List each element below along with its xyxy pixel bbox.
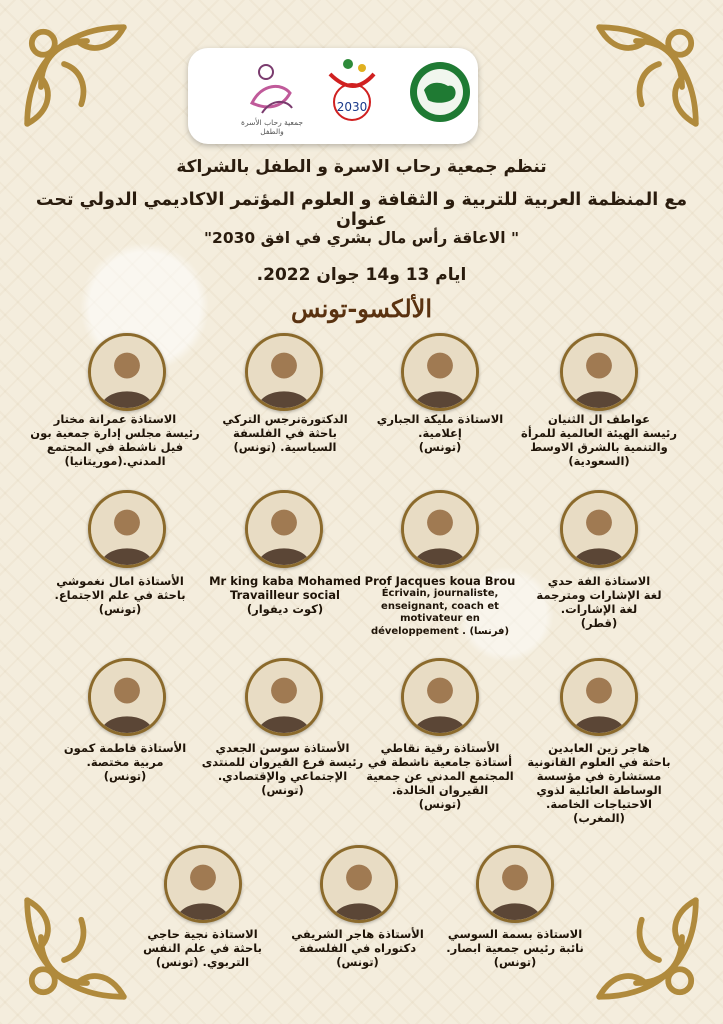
speaker-caption-line: (المغرب) (573, 811, 625, 825)
speaker-caption (210, 412, 360, 454)
speaker-caption-line: هاجر زين العابدين (548, 741, 650, 755)
speaker-caption (30, 412, 200, 468)
speaker-caption (520, 574, 678, 630)
speaker-caption-line: (تونس) (418, 440, 462, 454)
speaker-portrait (476, 845, 554, 923)
speaker-caption-line: (تونس) (103, 769, 147, 783)
speaker-portrait (401, 658, 479, 736)
alecso-logo-icon (408, 60, 472, 124)
speaker-portrait (88, 490, 166, 568)
speaker-caption-line: (كوت ديفوار) (246, 602, 324, 616)
speaker-portrait (560, 658, 638, 736)
speaker-caption-line: القيروان الخالدة. (391, 783, 489, 797)
speaker-caption-line: عواطف ال الثنيان (548, 412, 650, 426)
headline-line-1: تنظم جمعية رحاب الاسرة و الطفل بالشراكة (176, 157, 547, 177)
speaker-portrait (401, 490, 479, 568)
ornament-bottom-left (18, 891, 133, 1006)
speaker-portrait (560, 490, 638, 568)
speaker-portrait (88, 658, 166, 736)
speaker-caption-line: فيل ناشطة في المجتمع (46, 440, 184, 454)
speaker-caption-line: المدني.(موريتانيا) (64, 454, 166, 468)
speaker-caption-line: السياسية. (تونس) (233, 440, 337, 454)
speaker-caption-line: رئيسة الهيئة العالمية للمرأة (521, 426, 677, 440)
speaker-caption-line: Mr king kaba Mohamed (209, 574, 361, 588)
speaker-caption (120, 927, 285, 969)
speaker-portrait (245, 490, 323, 568)
speaker-caption-line: الأستاذة فاطمة كمون (63, 741, 187, 755)
speaker-caption-line: الاستاذة نجية حاجي (147, 927, 258, 941)
speaker-portrait (401, 333, 479, 411)
speaker-caption-line: لغة الإشارات. (560, 602, 638, 616)
speaker-caption-line: Prof Jacques koua Brou (364, 574, 516, 588)
speaker-caption (200, 741, 365, 797)
speaker-caption-line: الأستاذة هاجر الشريفي (291, 927, 424, 941)
speaker-caption-line: مربية مختصة. (86, 755, 164, 769)
speaker-caption-line: développement . (فرنسا) (370, 625, 510, 637)
speaker-caption-line: (السعودية) (568, 454, 630, 468)
person-avatar-icon (563, 493, 635, 565)
speaker-caption-line: الاستاذة مليكة الجباري (376, 412, 504, 426)
person-avatar-icon (91, 336, 163, 408)
speaker-caption-line: باحثة في العلوم القانونية (527, 755, 671, 769)
speaker-caption-line: (تونس) (261, 783, 304, 797)
person-avatar-icon (248, 661, 320, 733)
speaker-caption-line: (تونس) (418, 797, 462, 811)
speaker-caption-line: إعلامية. (418, 426, 462, 440)
speaker-caption-line: (تونس) (98, 602, 142, 616)
ornament-bottom-right (590, 891, 705, 1006)
speaker-caption-line: أستاذة جامعية ناشطة في (367, 755, 513, 769)
speaker-caption-line: المجتمع المدني عن جمعية (366, 769, 514, 783)
person-avatar-icon (563, 661, 635, 733)
speaker-caption-line: نائبة رئيس جمعية ابصار. (446, 941, 584, 955)
speaker-caption-line: Écrivain, journaliste, (381, 588, 499, 599)
speaker-portrait (560, 333, 638, 411)
headline-line-2: مع المنظمة العربية للتربية و الثقافة و العلوم المؤتمر الاكاديمي الدولي تحت عنوان (35, 190, 688, 230)
speaker-caption-line: motivateur en (400, 613, 480, 624)
speaker-caption (360, 741, 520, 811)
vision-year: 2030 (336, 100, 368, 114)
vision-2030-logo (326, 56, 378, 128)
speaker-caption-line: باحثة في الفلسفة (233, 426, 337, 440)
speaker-caption-line: الاستاذة الفة حدي (547, 574, 651, 588)
person-avatar-icon (91, 493, 163, 565)
speaker-caption (45, 741, 205, 783)
speaker-caption (40, 574, 200, 616)
speaker-caption-line: (قطر) (580, 616, 618, 630)
speaker-caption (365, 412, 515, 454)
person-avatar-icon (248, 493, 320, 565)
speaker-caption-line: دكتوراه في الفلسفة (298, 941, 417, 955)
person-avatar-icon (479, 848, 551, 920)
speaker-caption-line: الإجتماعي والإقتصادي. (217, 769, 348, 783)
person-avatar-icon (167, 848, 239, 920)
ornament-top-right (590, 18, 705, 133)
speaker-portrait (245, 658, 323, 736)
person-avatar-icon (91, 661, 163, 733)
ornament-top-left (18, 18, 133, 133)
speaker-caption-line: رئيسة فرع القيروان للمنتدى (201, 755, 364, 769)
speaker-caption-line: الاستاذة بسمة السوسي (447, 927, 583, 941)
association-caption: جمعية رحاب الأسرة والطفل (241, 118, 303, 136)
speaker-caption-line: (تونس) (336, 955, 379, 969)
speaker-portrait (164, 845, 242, 923)
speaker-caption-line: الدكتورةنرجس التركي (222, 412, 348, 426)
speaker-caption-line: Travailleur social (230, 588, 340, 602)
speaker-caption-line: (تونس) (493, 955, 537, 969)
speaker-caption-line: الأستاذة رقية نقاطي (380, 741, 500, 755)
person-avatar-icon (404, 493, 476, 565)
speaker-caption-line: رئيسة مجلس إدارة جمعية بون (30, 426, 200, 440)
speaker-caption (430, 927, 600, 969)
speaker-caption-line: مستشارة في مؤسسة (536, 769, 662, 783)
speaker-caption-line: الاحتياجات الخاصة. (546, 797, 652, 811)
conference-title: " الاعاقة رأس مال بشري في افق 2030" (203, 229, 520, 247)
speaker-caption (275, 927, 440, 969)
speaker-caption-line: التربوي. (تونس) (155, 955, 250, 969)
conference-venue: الألكسو-تونس (290, 294, 433, 323)
person-avatar-icon (404, 661, 476, 733)
speaker-portrait (320, 845, 398, 923)
speaker-caption (205, 574, 365, 616)
speaker-caption (520, 741, 678, 825)
person-avatar-icon (323, 848, 395, 920)
person-avatar-icon (404, 336, 476, 408)
speaker-caption (520, 412, 678, 468)
speaker-caption-line: والتنمية بالشرق الاوسط (530, 440, 668, 454)
speaker-caption-line: باحثة في علم الاجتماع. (54, 588, 186, 602)
speaker-caption-line: الأستاذة سوسن الجعدي (215, 741, 350, 755)
speaker-portrait (245, 333, 323, 411)
speaker-caption-line: الأستاذة امال نغموشي (56, 574, 184, 588)
conference-dates: ايام 13 و14 جوان 2022. (256, 265, 467, 285)
speaker-portrait (88, 333, 166, 411)
person-avatar-icon (563, 336, 635, 408)
speaker-caption-line: لغة الإشارات ومترجمة (536, 588, 662, 602)
speaker-caption-line: الوساطة العائلية لذوي (536, 783, 662, 797)
speaker-caption (355, 574, 525, 638)
speaker-caption-line: الاستاذة عمرانة مختار (53, 412, 177, 426)
person-avatar-icon (248, 336, 320, 408)
speaker-caption-line: باحثة في علم النفس (143, 941, 262, 955)
speaker-caption-line: enseignant, coach et (381, 600, 499, 612)
